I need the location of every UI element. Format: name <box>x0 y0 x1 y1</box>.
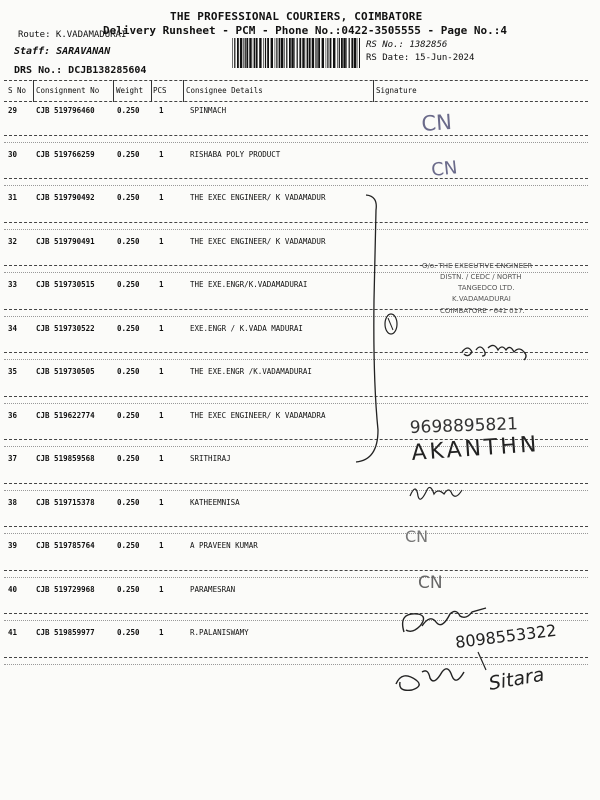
signature-row-40 <box>403 608 486 632</box>
cell-sno: 31 <box>8 193 18 202</box>
col-header-consignee: Consignee Details <box>186 86 263 95</box>
cell-weight: 0.250 <box>117 323 140 333</box>
cell-weight: 0.250 <box>117 149 140 159</box>
col-header-sno: S No <box>8 86 27 95</box>
cell-weight: 0.250 <box>117 280 140 289</box>
cell-pcs: 1 <box>159 410 164 420</box>
cell-consignment-no: CJB 519796460 <box>36 106 95 115</box>
cell-pcs: 1 <box>159 323 164 333</box>
cell-pcs: 1 <box>159 454 164 463</box>
cell-consignment-no: CJB 519715378 <box>36 497 95 507</box>
cell-weight: 0.250 <box>117 584 140 594</box>
cell-sno: 35 <box>8 367 18 376</box>
company-name: THE PROFESSIONAL COURIERS, COIMBATORE <box>170 10 423 23</box>
cell-pcs: 1 <box>159 584 164 594</box>
handwritten-cn-note: CN <box>405 527 429 546</box>
cell-consignee: THE EXE.ENGR /K.VADAMADURAI <box>190 367 312 376</box>
cell-sno: 32 <box>8 236 18 246</box>
col-header-weight: Weight <box>116 86 144 95</box>
cell-weight: 0.250 <box>117 193 140 202</box>
cell-weight: 0.250 <box>117 628 140 637</box>
cell-consignment-no: CJB 519730505 <box>36 367 95 376</box>
cell-sno: 40 <box>8 584 18 594</box>
cell-consignee: PARAMESRAN <box>190 584 236 594</box>
office-stamp <box>422 262 532 315</box>
handwritten-name: Sitara <box>487 663 546 695</box>
cell-consignment-no: CJB 519766259 <box>36 149 95 159</box>
cell-pcs: 1 <box>159 280 164 289</box>
signature-row-41 <box>396 669 464 691</box>
cell-consignee: SRITHIRAJ <box>190 454 231 463</box>
cell-sno: 36 <box>8 410 18 420</box>
col-header-pcs: PCS <box>153 86 167 95</box>
cell-sno: 29 <box>8 106 18 115</box>
handwritten-cn-note: CN <box>420 109 453 136</box>
cell-consignment-no: CJB 519729968 <box>36 584 95 594</box>
cell-consignment-no: CJB 519622774 <box>36 410 95 420</box>
stamp-line: COIMBATORE - 641 017. <box>440 307 525 315</box>
cell-pcs: 1 <box>159 497 164 507</box>
cell-weight: 0.250 <box>117 454 140 463</box>
cell-consignee: THE EXEC ENGINEER/ K VADAMADUR <box>190 236 326 246</box>
col-header-signature: Signature <box>376 86 417 95</box>
staff-label: Staff: SARAVANAN <box>14 46 111 57</box>
cell-consignee: EXE.ENGR / K.VADA MADURAI <box>190 323 303 333</box>
route-label: Route: K.VADAMADURAI <box>18 30 127 40</box>
handwritten-cn-note: CN <box>430 157 459 181</box>
cell-weight: 0.250 <box>117 236 140 246</box>
cell-sno: 37 <box>8 454 18 463</box>
handwritten-name: AKANTHN <box>410 432 541 466</box>
rs-number: RS No.: 1382856 <box>366 40 448 50</box>
signature-row-41-stroke <box>478 652 486 670</box>
cell-weight: 0.250 <box>117 410 140 420</box>
col-header-consignment: Consignment No <box>36 86 100 95</box>
stamp-line: TANGEDCO LTD. <box>458 284 515 292</box>
cell-sno: 41 <box>8 628 18 637</box>
cell-consignee: SPINMACH <box>190 106 227 115</box>
cell-consignment-no: CJB 519730522 <box>36 323 95 333</box>
stamp-line: O/o. THE EXECUTIVE ENGINEER <box>422 262 533 270</box>
cell-sno: 38 <box>8 497 18 507</box>
circled-mark-stroke <box>388 318 393 330</box>
cell-pcs: 1 <box>159 149 164 159</box>
cell-sno: 39 <box>8 541 18 550</box>
cell-consignment-no: CJB 519790491 <box>36 236 95 246</box>
cell-pcs: 1 <box>159 106 164 115</box>
cell-consignee: THE EXEC ENGINEER/ K VADAMADRA <box>190 410 326 420</box>
signature-row-34 <box>462 345 526 360</box>
cell-pcs: 1 <box>159 193 164 202</box>
cell-sno: 34 <box>8 323 18 333</box>
cell-consignment-no: CJB 519785764 <box>36 541 95 550</box>
cell-consignee: A PRAVEEN KUMAR <box>190 541 258 550</box>
cell-consignee: R.PALANISWAMY <box>190 628 249 637</box>
stamp-line: K.VADAMADURAI <box>452 295 511 303</box>
cell-consignee: RISHABA POLY PRODUCT <box>190 149 281 159</box>
cell-weight: 0.250 <box>117 497 140 507</box>
stamp-line: DISTN. / CEDC / NORTH <box>440 273 522 281</box>
cell-weight: 0.250 <box>117 106 140 115</box>
cell-pcs: 1 <box>159 236 164 246</box>
cell-pcs: 1 <box>159 367 164 376</box>
cell-pcs: 1 <box>159 628 164 637</box>
cell-consignee: KATHEEMNISA <box>190 497 240 507</box>
cell-consignee: THE EXEC ENGINEER/ K VADAMADUR <box>190 193 326 202</box>
rs-date: RS Date: 15-Jun-2024 <box>366 53 475 63</box>
handwritten-phone: 8098553322 <box>454 620 558 652</box>
row-bracket-mark <box>356 195 378 462</box>
cell-consignment-no: CJB 519859977 <box>36 628 95 637</box>
cell-weight: 0.250 <box>117 541 140 550</box>
cell-sno: 33 <box>8 280 18 289</box>
runsheet-subtitle: Delivery Runsheet - PCM - Phone No.:0422-3505555 - Page No.:4 <box>103 24 507 37</box>
cell-weight: 0.250 <box>117 367 140 376</box>
drs-number: DRS No.: DCJB138285604 <box>14 65 147 76</box>
cell-sno: 30 <box>8 149 18 159</box>
signature-row-37 <box>410 487 462 499</box>
cell-consignment-no: CJB 519790492 <box>36 193 95 202</box>
cell-pcs: 1 <box>159 541 164 550</box>
handwritten-cn-note: CN <box>418 573 443 593</box>
cell-consignee: THE EXE.ENGR/K.VADAMADURAI <box>190 280 308 289</box>
handwritten-phone: 9698895821 <box>409 414 519 438</box>
cell-consignment-no: CJB 519859568 <box>36 454 95 463</box>
cell-consignment-no: CJB 519730515 <box>36 280 95 289</box>
